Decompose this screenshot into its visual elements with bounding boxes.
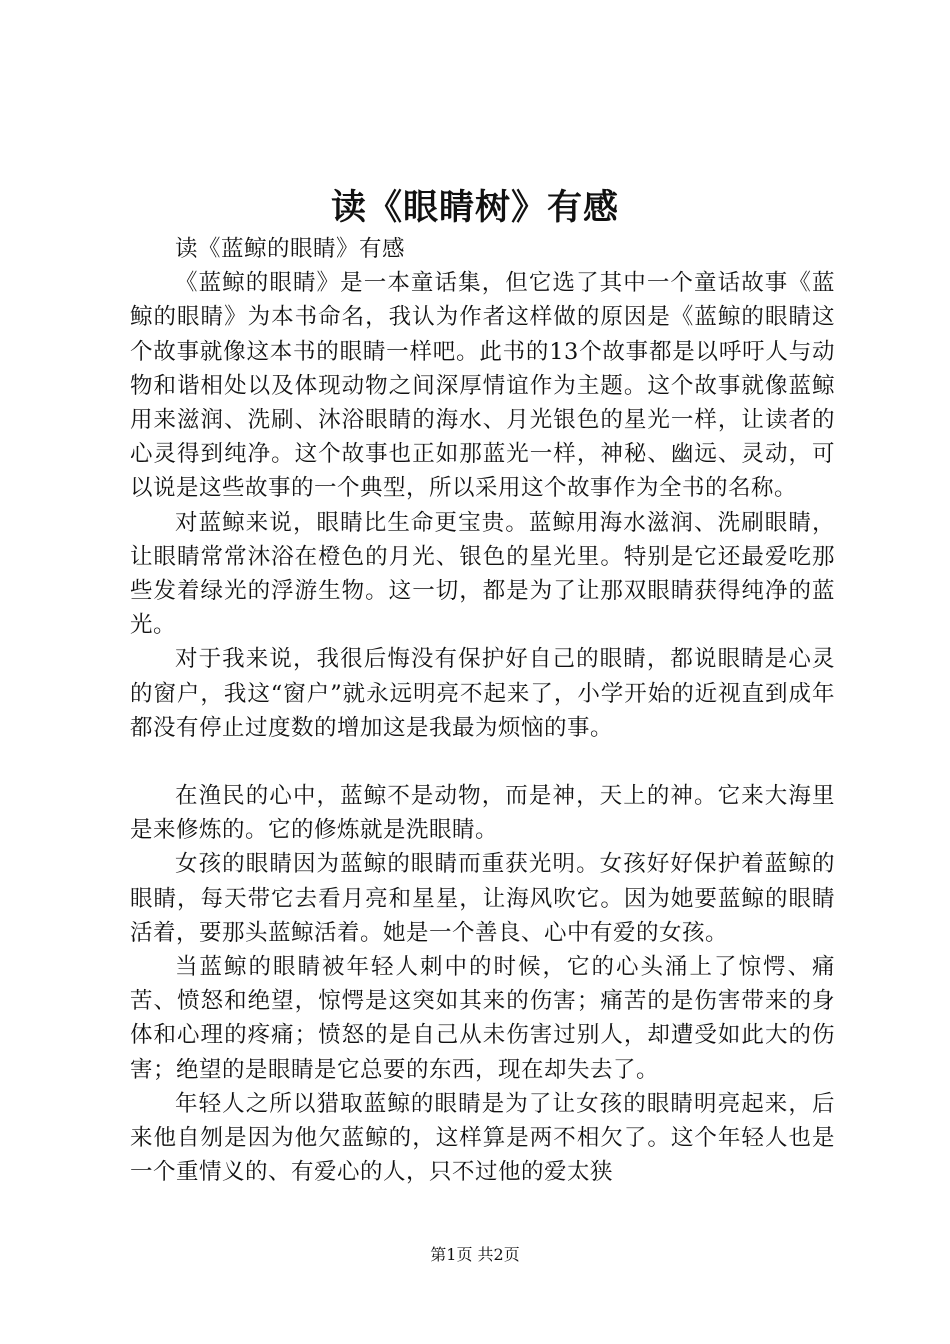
paragraph-6: 当蓝鲸的眼睛被年轻人刺中的时候，它的心头涌上了惊愕、痛苦、愤怒和绝望，惊愕是这突如其来的伤害；痛苦的是伤害带来的身体和心理的疼痛；愤怒的是自己从未伤害过别人，却遭受如此大的伤害；绝望的是眼睛是它总要的东西，现在却失去了。	[130, 954, 835, 1083]
document-title: 读《眼睛树》有感	[330, 187, 619, 228]
paragraph-4: 在渔民的心中，蓝鲸不是动物，而是神，天上的神。它来大海里是来修炼的。它的修炼就是洗眼睛。	[130, 783, 835, 844]
paragraph-3: 对于我来说，我很后悔没有保护好自己的眼睛，都说眼睛是心灵的窗户，我这“窗户”就永远明亮不起来了，小学开始的近视直到成年都没有停止过度数的增加这是我最为烦恼的事。	[130, 646, 835, 741]
paragraph-subtitle: 读《蓝鲸的眼睛》有感	[175, 236, 406, 262]
paragraph-1: 《蓝鲸的眼睛》是一本童话集，但它选了其中一个童话故事《蓝鲸的眼睛》为本书命名，我认为作者这样做的原因是《蓝鲸的眼睛这个故事就像这本书的眼睛一样吧。此书的13个故事都是以呼吁人与动物和谐相处以及体现动物之间深厚情谊作为主题。这个故事就像蓝鲸用来滋润、洗刷、沐浴眼睛的海水、月光银色的星光一样，让读者的心灵得到纯净。这个故事也正如那蓝光一样，神秘、幽远、灵动，可以说是这些故事的一个典型，所以采用这个故事作为全书的名称。	[130, 270, 835, 502]
paragraph-5: 女孩的眼睛因为蓝鲸的眼睛而重获光明。女孩好好保护着蓝鲸的眼睛，每天带它去看月亮和星星，让海风吹它。因为她要蓝鲸的眼睛活着，要那头蓝鲸活着。她是一个善良、心中有爱的女孩。	[130, 851, 835, 946]
paragraph-7: 年轻人之所以猎取蓝鲸的眼睛是为了让女孩的眼睛明亮起来，后来他自刎是因为他欠蓝鲸的，这样算是两不相欠了。这个年轻人也是一个重情义的、有爱心的人，只不过他的爱太狭	[130, 1090, 835, 1186]
page-footer: 第1页 共2页	[430, 1245, 520, 1264]
document-body	[130, 232, 835, 1189]
paragraph-2: 对蓝鲸来说，眼睛比生命更宝贵。蓝鲸用海水滋润、洗刷眼睛，让眼睛常常沐浴在橙色的月光、银色的星光里。特别是它还最爱吃那些发着绿光的浮游生物。这一切，都是为了让那双眼睛获得纯净的蓝光。	[130, 509, 835, 639]
